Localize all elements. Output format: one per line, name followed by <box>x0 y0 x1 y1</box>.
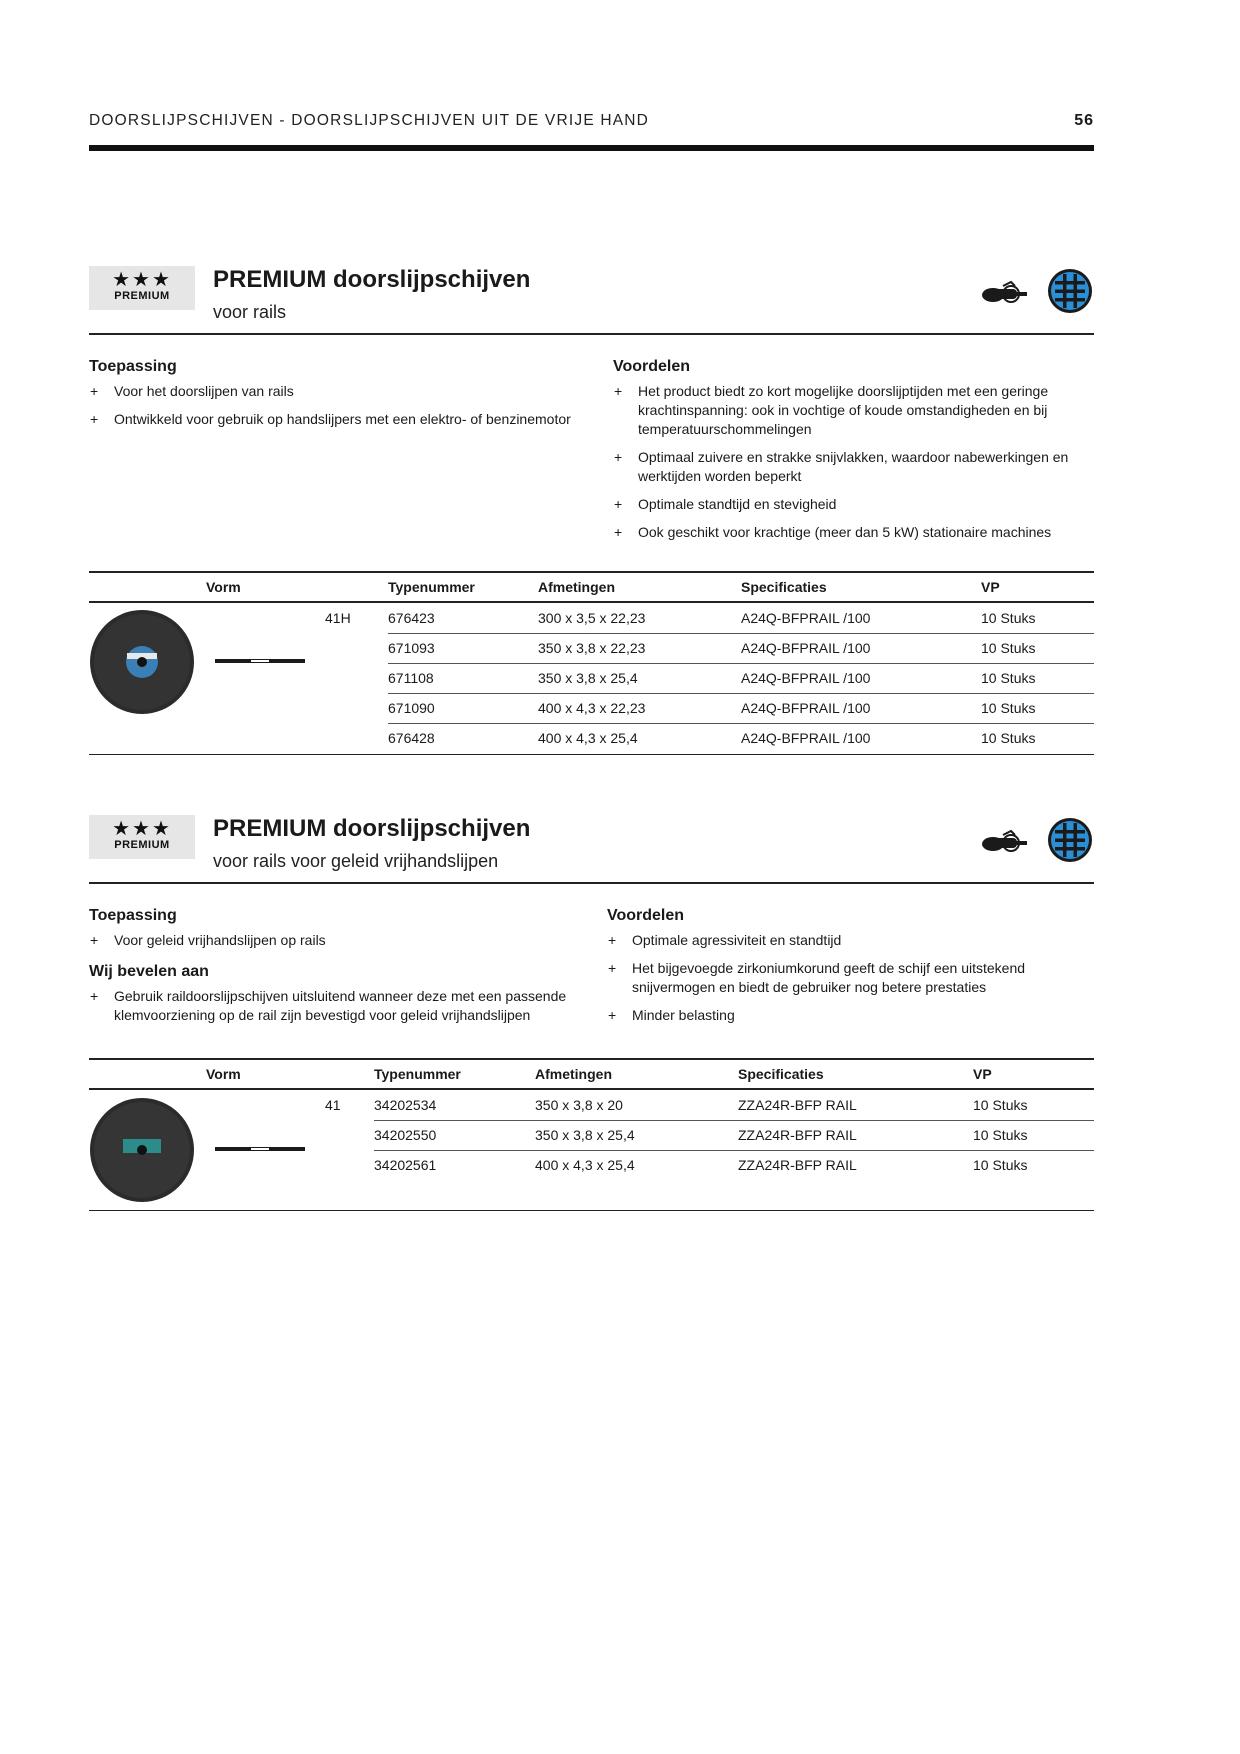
list-item-text: Voor geleid vrijhandslijpen op rails <box>114 932 326 948</box>
header-title: DOORSLIJPSCHIJVEN - DOORSLIJPSCHIJVEN UIT DE VRIJE HAND <box>89 112 650 129</box>
plus-icon: + <box>614 496 623 512</box>
list-item <box>613 523 1093 542</box>
list-item-text: Minder belasting <box>632 1007 735 1023</box>
plus-icon: + <box>90 932 99 948</box>
list-item <box>613 495 1093 514</box>
list-item-text: Het product biedt zo kort mogelijke doorslijptijden met een geringe krachtinspanning: ook in vochtige of koude omstandigheden en bij temperatuurschommelingen <box>638 383 1049 437</box>
star-rating-icon: ★★★ <box>112 818 172 840</box>
cell-type: 671093 <box>388 640 435 656</box>
header-rule <box>89 145 1094 151</box>
list-item-text: Gebruik raildoorslijpschijven uitsluitend wanneer deze met een passende klemvoorziening op de rail zijn bevestigd voor geleid vrijhandslijpen <box>114 988 567 1023</box>
col-specs: Specificaties <box>738 1066 824 1082</box>
cell-specs: ZZA24R-BFP RAIL <box>738 1127 857 1143</box>
cell-vp: 10 Stuks <box>981 640 1036 656</box>
plus-icon: + <box>608 1007 617 1023</box>
cell-specs: A24Q-BFPRAIL /100 <box>741 610 871 626</box>
cell-dimensions: 300 x 3,5 x 22,23 <box>538 610 646 626</box>
recommendation-list <box>89 987 609 1034</box>
application-list <box>89 382 609 438</box>
shape-code: 41 <box>325 1097 341 1113</box>
plus-icon: + <box>90 411 99 427</box>
col-vp: VP <box>973 1066 992 1082</box>
col-specs: Specificaties <box>741 579 827 595</box>
list-item <box>89 410 609 429</box>
table-bottom-rule <box>89 1210 1094 1211</box>
col-shape: Vorm <box>206 579 241 595</box>
cutting-disc-image <box>89 1097 195 1203</box>
shape-code: 41H <box>325 610 351 626</box>
advantages-list <box>607 931 1077 1034</box>
plus-icon: + <box>608 960 617 976</box>
advantages-heading: Voordelen <box>607 907 685 924</box>
recommendation-heading: Wij bevelen aan <box>89 963 209 980</box>
col-type: Typenummer <box>374 1066 461 1082</box>
rail-track-icon <box>1047 817 1093 863</box>
list-item <box>89 382 609 401</box>
cell-specs: A24Q-BFPRAIL /100 <box>741 730 871 746</box>
plus-icon: + <box>614 383 623 399</box>
table-row <box>388 604 1094 634</box>
cell-vp: 10 Stuks <box>981 670 1036 686</box>
premium-badge <box>89 815 195 859</box>
list-item-text: Voor het doorslijpen van rails <box>114 383 294 399</box>
list-item <box>607 931 1077 950</box>
cell-specs: A24Q-BFPRAIL /100 <box>741 670 871 686</box>
plus-icon: + <box>614 449 623 465</box>
product-subtitle: voor rails <box>213 302 287 322</box>
cell-dimensions: 350 x 3,8 x 22,23 <box>538 640 646 656</box>
cell-vp: 10 Stuks <box>973 1127 1028 1143</box>
disc-profile-icon <box>215 658 305 664</box>
list-item <box>607 959 1077 997</box>
cell-specs: A24Q-BFPRAIL /100 <box>741 700 871 716</box>
product-table <box>89 1058 1094 1218</box>
list-item-text: Het bijgevoegde zirkoniumkorund geeft de schijf een uitstekend snijvermogen en biedt de gebruiker nog betere prestaties <box>632 960 1026 995</box>
list-item <box>607 1006 1077 1025</box>
list-item-text: Optimale agressiviteit en standtijd <box>632 932 842 948</box>
angle-grinder-icon <box>981 827 1029 857</box>
list-item <box>89 931 609 950</box>
section-rule <box>89 333 1094 335</box>
angle-grinder-icon <box>981 278 1029 308</box>
cell-type: 676428 <box>388 730 435 746</box>
advantages-list <box>613 382 1093 551</box>
table-row <box>388 634 1094 664</box>
badge-label: PREMIUM <box>114 290 170 302</box>
badge-label: PREMIUM <box>114 839 170 851</box>
product-section-1 <box>89 266 1094 761</box>
cell-vp: 10 Stuks <box>981 610 1036 626</box>
cell-dimensions: 350 x 3,8 x 25,4 <box>538 670 638 686</box>
list-item-text: Optimale standtijd en stevigheid <box>638 496 837 512</box>
list-item <box>89 987 609 1025</box>
list-item <box>613 448 1093 486</box>
col-dimensions: Afmetingen <box>535 1066 612 1082</box>
cell-specs: ZZA24R-BFP RAIL <box>738 1097 857 1113</box>
cell-dimensions: 400 x 4,3 x 22,23 <box>538 700 646 716</box>
col-vp: VP <box>981 579 1000 595</box>
product-section-2 <box>89 815 1094 1215</box>
table-bottom-rule <box>89 754 1094 755</box>
plus-icon: + <box>614 524 623 540</box>
cell-dimensions: 350 x 3,8 x 20 <box>535 1097 623 1113</box>
cell-type: 671108 <box>388 670 434 686</box>
disc-profile-icon <box>215 1146 305 1152</box>
cell-specs: ZZA24R-BFP RAIL <box>738 1157 857 1173</box>
table-row <box>388 724 1094 754</box>
table-header <box>89 1058 1094 1090</box>
cell-vp: 10 Stuks <box>981 730 1036 746</box>
cell-type: 671090 <box>388 700 435 716</box>
cell-type: 34202561 <box>374 1157 437 1173</box>
list-item-text: Ontwikkeld voor gebruik op handslijpers met een elektro- of benzinemotor <box>114 411 571 427</box>
col-dimensions: Afmetingen <box>538 579 615 595</box>
plus-icon: + <box>90 988 99 1004</box>
cell-dimensions: 350 x 3,8 x 25,4 <box>535 1127 635 1143</box>
cell-dimensions: 400 x 4,3 x 25,4 <box>535 1157 635 1173</box>
advantages-heading: Voordelen <box>613 358 691 375</box>
product-title: PREMIUM doorslijpschijven <box>213 815 531 842</box>
cell-vp: 10 Stuks <box>981 700 1036 716</box>
page-header <box>89 112 1094 152</box>
table-row <box>388 694 1094 724</box>
table-row <box>374 1121 1094 1151</box>
application-heading: Toepassing <box>89 358 177 375</box>
product-subtitle: voor rails voor geleid vrijhandslijpen <box>213 851 499 871</box>
cutting-disc-image <box>89 609 195 715</box>
plus-icon: + <box>90 383 99 399</box>
table-row <box>388 664 1094 694</box>
list-item-text: Ook geschikt voor krachtige (meer dan 5 kW) stationaire machines <box>638 524 1052 540</box>
cell-vp: 10 Stuks <box>973 1157 1028 1173</box>
application-list <box>89 931 609 959</box>
col-shape: Vorm <box>206 1066 241 1082</box>
plus-icon: + <box>608 932 617 948</box>
list-item-text: Optimaal zuivere en strakke snijvlakken, waardoor nabewerkingen en werktijden worden beperkt <box>638 449 1069 484</box>
star-rating-icon: ★★★ <box>112 269 172 291</box>
col-type: Typenummer <box>388 579 475 595</box>
premium-badge <box>89 266 195 310</box>
cell-vp: 10 Stuks <box>973 1097 1028 1113</box>
product-table <box>89 571 1094 761</box>
rail-track-icon <box>1047 268 1093 314</box>
table-row <box>374 1151 1094 1181</box>
page-number: 56 <box>1074 112 1094 129</box>
cell-type: 34202550 <box>374 1127 437 1143</box>
application-heading: Toepassing <box>89 907 177 924</box>
cell-dimensions: 400 x 4,3 x 25,4 <box>538 730 638 746</box>
product-title: PREMIUM doorslijpschijven <box>213 266 531 293</box>
table-header <box>89 571 1094 603</box>
cell-type: 676423 <box>388 610 435 626</box>
cell-specs: A24Q-BFPRAIL /100 <box>741 640 871 656</box>
table-row <box>374 1091 1094 1121</box>
list-item <box>613 382 1093 439</box>
section-rule <box>89 882 1094 884</box>
cell-type: 34202534 <box>374 1097 437 1113</box>
